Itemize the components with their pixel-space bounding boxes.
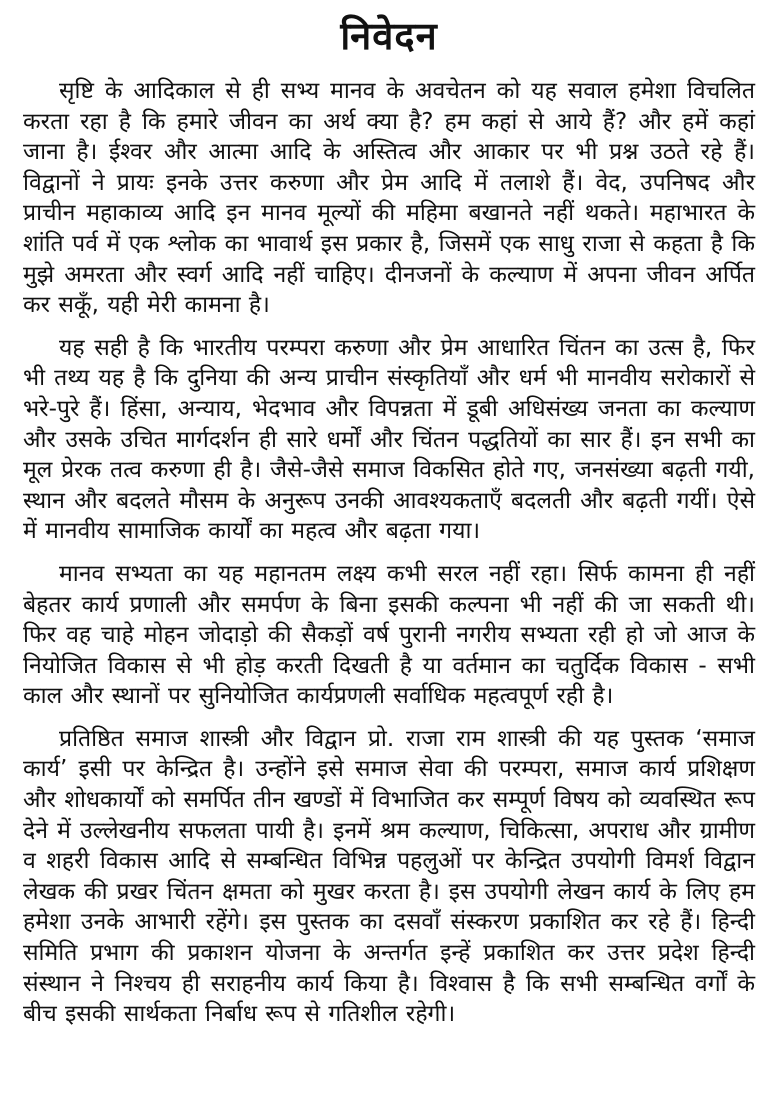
paragraph-3: मानव सभ्यता का यह महानतम लक्ष्य कभी सरल नहीं रहा। सिर्फ कामना ही नहीं बेहतर कार्य प्रणाली और समर्पण के बिना इसकी कल्पना भी नहीं की जा सकती थी। फिर वह चाहे मोहन जोदाड़ो की सैकड़ों वर्ष पुरानी नगरीय सभ्यता रही हो जो आज के नियोजित विकास से भी होड़ करती दिखती है या वर्तमान का चतुर्दिक विकास - सभी काल और स्थानों पर सुनियोजित कार्यप्रणली सर्वाधिक महत्वपूर्ण रही है। (23, 560, 755, 710)
paragraph-4: प्रतिष्ठित समाज शास्त्री और विद्वान प्रो. राजा राम शास्त्री की यह पुस्तक ‘समाज कार्य’ इसी पर केन्द्रित है। उन्होंने इसे समाज सेवा की परम्परा, समाज कार्य प्रशिक्षण और शोधकार्यों को समर्पित तीन खण्डों में विभाजित कर सम्पूर्ण विषय को व्यवस्थित रूप देने में उल्लेखनीय सफलता पायी है। इनमें श्रम कल्याण, चिकित्सा, अपराध और ग्रामीण व शहरी विकास आदि से सम्बन्धित विभिन्न पहलुओं पर केन्द्रित उपयोगी विमर्श विद्वान लेखक की प्रखर चिंतन क्षमता को मुखर करता है। इस उपयोगी लेखन कार्य के लिए हम हमेशा उनके आभारी रहेंगे। इस पुस्तक का दसवाँ संस्करण प्रकाशित कर रहे हैं। हिन्दी समिति प्रभाग की प्रकाशन योजना के अन्तर्गत इन्हें प्रकाशित कर उत्तर प्रदेश हिन्दी संस्थान ने निश्चय ही सराहनीय कार्य किया है। विश्वास है कि सभी सम्बन्धित वर्गों के बीच इसकी सार्थकता निर्बाध रूप से गतिशील रहेगी। (23, 725, 755, 1028)
page-title: निवेदन (340, 14, 438, 58)
paragraph-2: यह सही है कि भारतीय परम्परा करुणा और प्रेम आधारित चिंतन का उत्स है, फिर भी तथ्य यह है कि दुनिया की अन्य प्राचीन संस्कृतियाँ और धर्म भी मानवीय सरोकारों से भरे-पुरे हैं। हिंसा, अन्याय, भेदभाव और विपन्नता में डूबी अधिसंख्य जनता का कल्याण और उसके उचित मार्गदर्शन ही सारे धर्मों और चिंतन पद्धतियों का सार हैं। इन सभी का मूल प्रेरक तत्व करुणा ही है। जैसे-जैसे समाज विकसित होते गए, जनसंख्या बढ़ती गयी, स्थान और बदलते मौसम के अनुरूप उनकी आवश्यकताएँ बदलती और बढ़ती गयीं। ऐसे में मानवीय सामाजिक कार्यों का महत्व और बढ़ता गया। (23, 334, 755, 545)
paragraph-1: सृष्टि के आदिकाल से ही सभ्य मानव के अवचेतन को यह सवाल हमेशा विचलित करता रहा है कि हमारे जीवन का अर्थ क्या है? हम कहां से आये हैं? और हमें कहां जाना है। ईश्वर और आत्मा आदि के अस्तित्व और आकार पर भी प्रश्न उठते रहे हैं। विद्वानों ने प्रायः इनके उत्तर करुणा और प्रेम आदि में तलाशे हैं। वेद, उपनिषद और प्राचीन महाकाव्य आदि इन मानव मूल्यों की महिमा बखानते नहीं थकते। महाभारत के शांति पर्व में एक श्लोक का भावार्थ इस प्रकार है, जिसमें एक साधु राजा से कहता है कि मुझे अमरता और स्वर्ग आदि नहीं चाहिए। दीनजनों के कल्याण में अपना जीवन अर्पित कर सकूँ, यही मेरी कामना है। (23, 78, 755, 319)
